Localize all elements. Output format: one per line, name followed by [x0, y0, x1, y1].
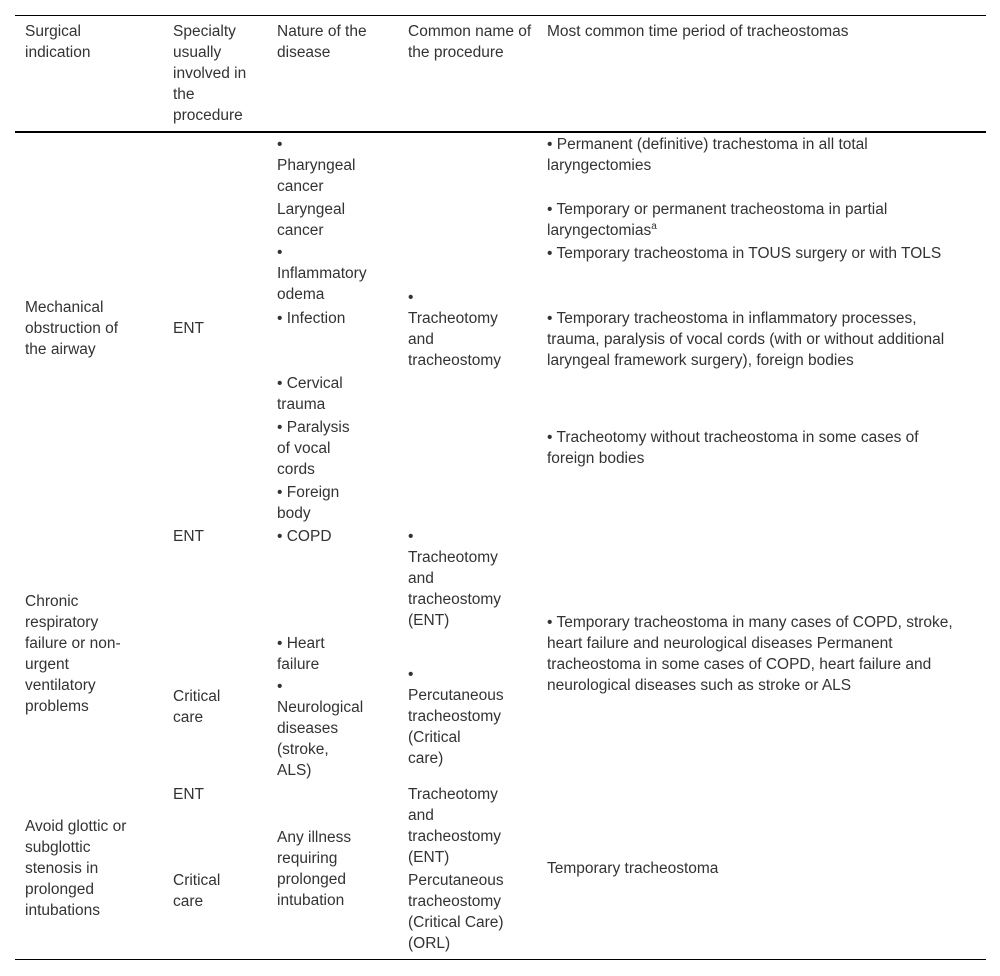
table-top-rule — [15, 15, 986, 16]
row1-indication: Mechanical obstruction of the airway — [25, 299, 119, 358]
row3-indication: Avoid glottic or subglottic stenosis in prolonged intubations — [25, 818, 127, 919]
header-rule — [15, 131, 986, 133]
row1-disease-laryngeal: Laryngeal cancer — [277, 201, 346, 239]
row1-disease-inflammatory: • Inflammatory odema — [277, 244, 367, 303]
row3-period: Temporary tracheostoma — [547, 860, 719, 877]
row1-period-2 — [547, 199, 967, 241]
row3-disease: Any illness requiring prolonged intubation — [277, 829, 352, 909]
row1-disease-pharyngeal: • Pharyngeal cancer — [277, 136, 356, 195]
row1-disease-paralysis: • Paralysis of vocal cords — [277, 419, 350, 478]
row1-disease-infection: • Infection — [277, 310, 346, 327]
row1-period-5: • Tracheotomy without tracheostoma in some cases of foreign bodies — [547, 429, 919, 467]
row2-specialty-ent: ENT — [173, 528, 204, 545]
row3-specialty-ent: ENT — [173, 786, 204, 803]
table-bottom-rule — [15, 959, 986, 960]
row1-period-3: • Temporary tracheostoma in TOUS surgery or with TOLS — [547, 245, 942, 262]
row3-procedure-ent: Tracheotomy and tracheostomy (ENT) — [408, 786, 502, 866]
row2-procedure-cc: • Percutaneous tracheostomy (Critical care) — [408, 666, 504, 767]
row1-specialty: ENT — [173, 320, 204, 337]
header-specialty: Specialty usually involved in the procedure — [173, 23, 247, 124]
row2-indication: Chronic respiratory failure or non-urgent ventilatory problems — [25, 593, 121, 715]
row1-period-2-text: • Temporary or permanent tracheostoma in partial laryngectomias — [547, 201, 888, 239]
row2-disease-neuro: • Neurological diseases (stroke, ALS) — [277, 678, 364, 779]
row1-disease-trauma: • Cervical trauma — [277, 375, 343, 413]
header-procedure: Common name of the procedure — [408, 23, 532, 61]
footnote-marker: a — [651, 220, 657, 232]
row2-specialty-cc: Critical care — [173, 688, 221, 726]
header-disease: Nature of the disease — [277, 23, 367, 61]
header-period: Most common time period of tracheostomas — [547, 23, 849, 40]
row1-disease-foreign: • Foreign body — [277, 484, 340, 522]
row1-procedure: • Tracheotomy and tracheostomy — [408, 289, 502, 369]
header-indication: Surgical indication — [25, 23, 91, 61]
row1-period-4: • Temporary tracheostoma in inflammatory processes, trauma, paralysis of vocal cords (with or without additional laryngeal framework surgery), foreign bodies — [547, 310, 945, 369]
row2-disease-copd: • COPD — [277, 528, 332, 545]
row2-period: • Temporary tracheostoma in many cases of COPD, stroke, heart failure and neurological diseases Permanent tracheostoma in some cases of COPD, heart failure and neurological diseases such as stroke or ALS — [547, 614, 953, 694]
row3-specialty-cc: Critical care — [173, 872, 221, 910]
row3-procedure-cc: Percutaneous tracheostomy (Critical Care) (ORL) — [408, 872, 504, 952]
row1-period-1: • Permanent (definitive) trachestoma in all total laryngectomies — [547, 136, 868, 174]
row2-disease-heart: • Heart failure — [277, 635, 325, 673]
row2-procedure-ent: • Tracheotomy and tracheostomy (ENT) — [408, 528, 502, 629]
